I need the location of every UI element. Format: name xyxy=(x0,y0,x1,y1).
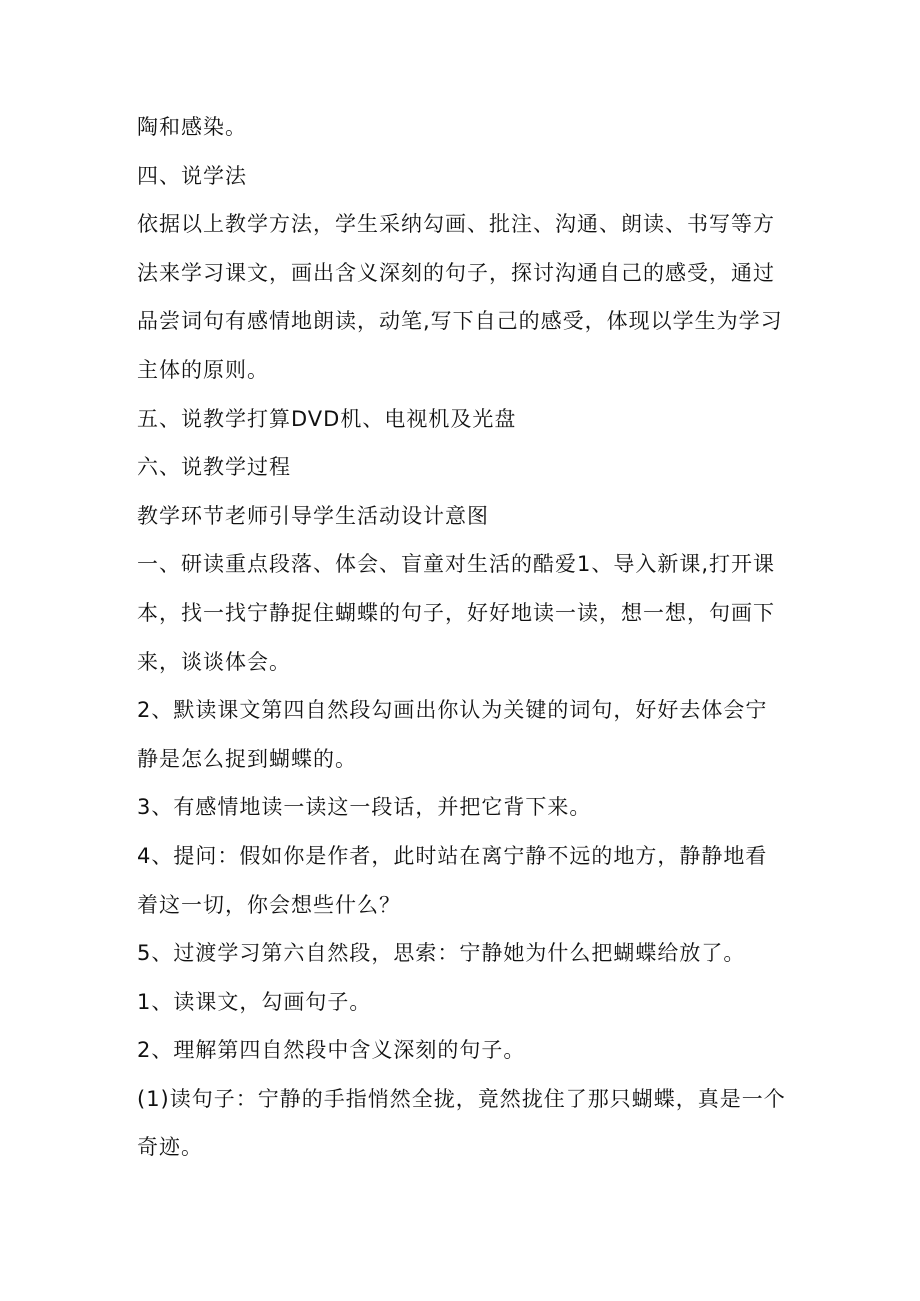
paragraph-step-3: 3、有感情地读一读这一段话，并把它背下来。 xyxy=(137,795,592,820)
heading-learning-method: 四、说学法 xyxy=(137,163,247,188)
paragraph-activity-1: 1、读课文，勾画句子。 xyxy=(137,989,372,1014)
paragraph-learning-method: 依据以上教学方法，学生采纳勾画、批注、沟通、朗读、书写等方法来学习课文，画出含义深刻的句子，探讨沟通自己的感受，通过品尝词句有感情地朗读，动笔,写下自己的感受，体现以学生为学习主体的原则。 xyxy=(137,212,783,382)
paragraph-process-columns: 教学环节老师引导学生活动设计意图 xyxy=(137,503,489,528)
document-body xyxy=(137,103,787,1172)
paragraph-step-4: 4、提问：假如你是作者，此时站在离宁静不远的地方，静静地看着这一切，你会想些什么？ xyxy=(137,843,768,917)
heading-teaching-preparation: 五、说教学打算DVD机、电视机及光盘 xyxy=(137,406,517,431)
paragraph-read-sentence: (1)读句子：宁静的手指悄然全拢，竟然拢住了那只蝴蝶，真是一个奇迹。 xyxy=(137,1086,786,1160)
paragraph-step-5: 5、过渡学习第六自然段，思索：宁静她为什么把蝴蝶给放了。 xyxy=(137,941,746,966)
paragraph-step-2: 2、默读课文第四自然段勾画出你认为关键的词句，好好去体会宁静是怎么捉到蝴蝶的。 xyxy=(137,698,768,771)
paragraph-intro-tail: 陶和感染。 xyxy=(137,115,247,139)
paragraph-activity-2: 2、理解第四自然段中含义深刻的句子。 xyxy=(137,1038,526,1063)
heading-teaching-process: 六、说教学过程 xyxy=(137,455,291,480)
paragraph-study-key-section: 一、研读重点段落、体会、盲童对生活的酷爱1、导入新课,打开课本，找一找宁静捉住蝴蝶的句子，好好地读一读，想一想，句画下来，谈谈体会。 xyxy=(137,552,776,674)
